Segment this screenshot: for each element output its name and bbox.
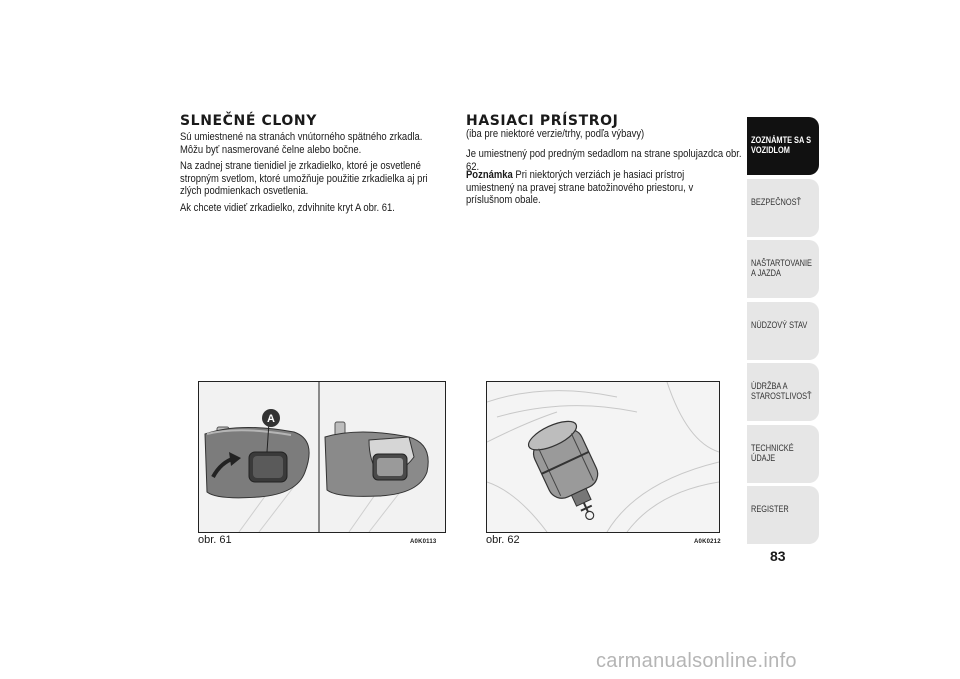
note-paragraph	[466, 169, 733, 207]
watermark: carmanualsonline.info	[596, 650, 797, 672]
paragraph: Na zadnej strane tienidiel je zrkadielko, ktoré je osvetlené stropným svetlom, ktoré umožňuje použitie zrkadielka aj pri zlých podmienkach osvetlenia.	[180, 160, 428, 197]
figure-62-caption: obr. 62	[486, 534, 520, 546]
figure-62-fire-extinguisher	[486, 381, 720, 533]
fire-extinguisher-illustration	[487, 382, 719, 532]
tab-emergency[interactable]: NÚDZOVÝ STAV	[747, 302, 819, 360]
chapter-tabs	[747, 117, 819, 548]
page-number: 83	[770, 548, 786, 564]
section-subtitle: (iba pre niektoré verzie/trhy, podľa výbavy)	[466, 128, 645, 140]
paragraph: Sú umiestnené na stranách vnútorného spätného zrkadla. Môžu byť nasmerované čelne alebo bočne.	[180, 131, 423, 156]
note-label: Poznámka	[466, 169, 513, 181]
paragraph: Je umiestnený pod predným sedadlom na strane spolujazdca obr. 62.	[466, 148, 742, 173]
section-title-sun-visors: SLNEČNÉ CLONY	[180, 113, 317, 129]
tab-starting-and-driving[interactable]: NAŠTARTOVANIE A JAZDA	[747, 240, 819, 298]
tab-technical-data[interactable]: TECHNICKÉ ÚDAJE	[747, 425, 819, 483]
figure-61-code: A0K0113	[410, 539, 437, 545]
tab-getting-to-know-vehicle[interactable]: ZOZNÁMTE SA S VOZIDLOM	[747, 117, 819, 175]
tab-maintenance[interactable]: ÚDRŽBA A STAROSTLIVOSŤ	[747, 363, 819, 421]
figure-62-code: A0K0212	[694, 539, 721, 545]
tab-safety[interactable]: BEZPEČNOSŤ	[747, 179, 819, 237]
section-title-extinguisher: HASIACI PRÍSTROJ	[466, 113, 619, 129]
figure-61-sun-visor	[198, 381, 446, 533]
figure-61-caption: obr. 61	[198, 534, 232, 546]
callout-a-label: A	[267, 413, 275, 425]
sun-visor-illustration	[199, 382, 445, 532]
note-text: Pri niektorých verziách je hasiaci prístroj umiestnený na pravej strane batožinového priestoru, v príslušnom obale.	[466, 169, 694, 206]
paragraph: Ak chcete vidieť zrkadielko, zdvihnite kryt A obr. 61.	[180, 202, 395, 214]
tab-index[interactable]: REGISTER	[747, 486, 819, 544]
